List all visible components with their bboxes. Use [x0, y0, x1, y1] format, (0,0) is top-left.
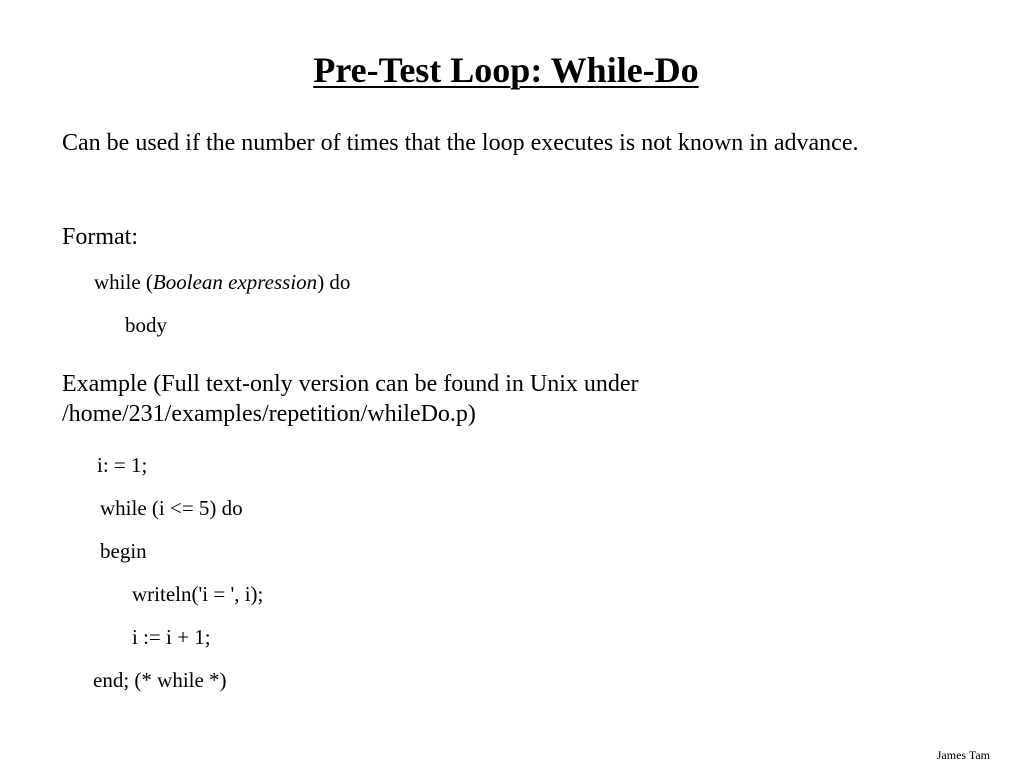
format-while-suffix: ) do — [317, 270, 351, 294]
code-line-writeln: writeln('i = ', i); — [132, 582, 264, 606]
code-line-while: while (i <= 5) do — [100, 496, 243, 520]
format-condition: Boolean expression — [152, 270, 318, 294]
format-while-prefix: while ( — [94, 270, 153, 294]
code-line-increment: i := i + 1; — [132, 625, 211, 649]
intro-text: Can be used if the number of times that the loop executes is not known in advance. — [62, 130, 859, 156]
code-line-begin: begin — [100, 539, 147, 563]
example-label: Example (Full text-only version can be found in Unix under /home/231/examples/repetition/whileDo.p) — [62, 371, 639, 427]
format-while-line — [94, 269, 350, 295]
author-footer: James Tam — [936, 748, 990, 762]
slide-title-text: Pre-Test Loop: While-Do — [313, 50, 699, 90]
format-label: Format: — [62, 224, 138, 250]
code-line-assign: i: = 1; — [97, 453, 148, 477]
format-body-line: body — [125, 313, 167, 337]
slide-title — [0, 48, 1012, 92]
code-line-end: end; (* while *) — [93, 668, 227, 692]
